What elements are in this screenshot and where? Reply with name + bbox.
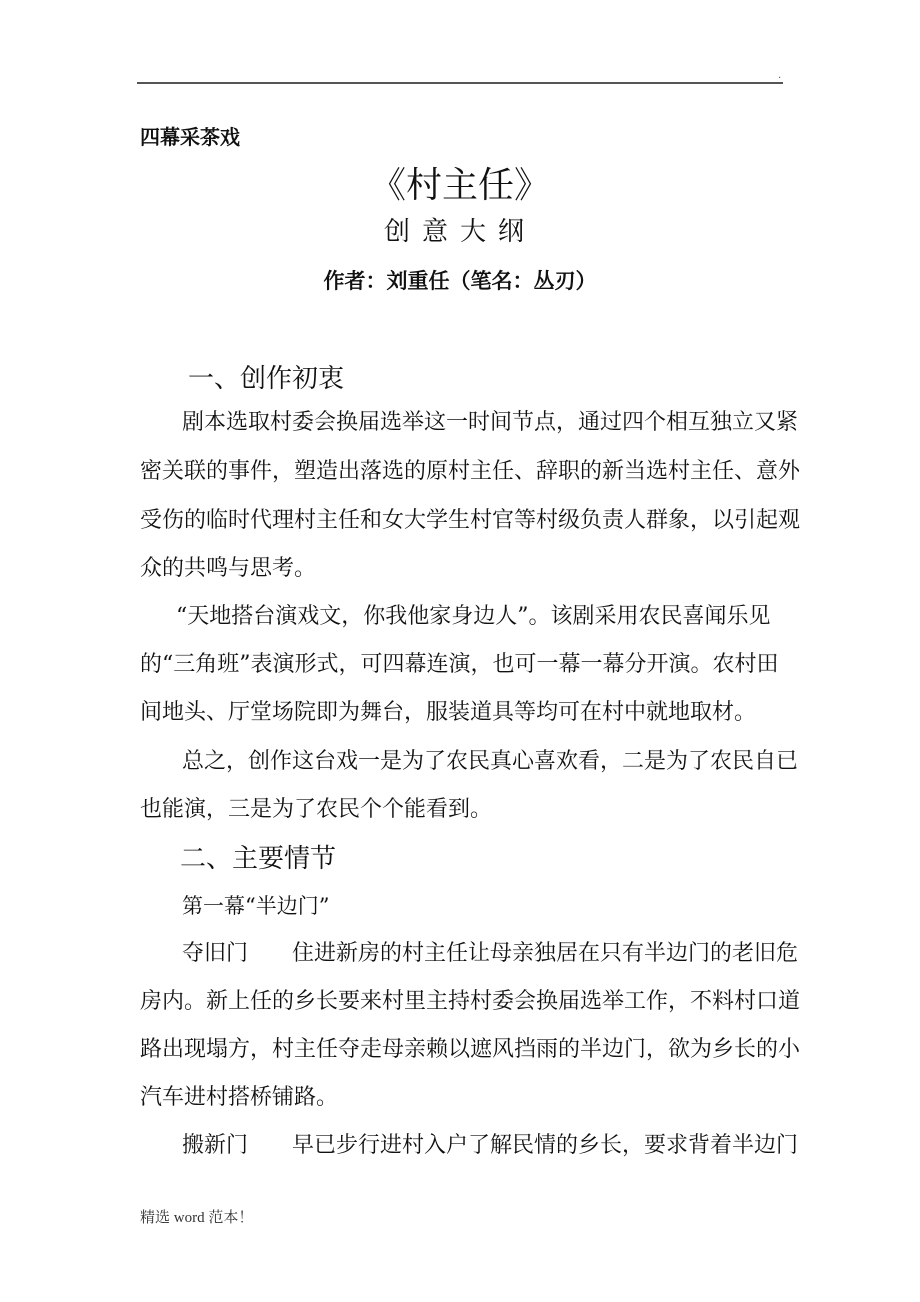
- section-heading-1: 一、创作初衷: [188, 364, 345, 394]
- subtitle: 创意大纲: [383, 217, 536, 247]
- header-rule: [137, 82, 783, 84]
- paragraph-line: 搬新门 早已步行进村入户了解民情的乡长，要求背着半边门: [182, 1133, 799, 1158]
- paragraph-line: 房内。新上任的乡长要来村里主持村委会换届选举工作，不料村口道: [140, 989, 801, 1014]
- paragraph-line: 总之，创作这台戏一是为了农民真心喜欢看，二是为了农民自已: [182, 749, 799, 774]
- header-mark: .: [778, 70, 782, 81]
- paragraph-line: 夺旧门 住进新房的村主任让母亲独居在只有半边门的老旧危: [182, 941, 799, 966]
- paragraph-line: 也能演，三是为了农民个个能看到。: [140, 797, 493, 822]
- paragraph-line: 密关联的事件，塑造出落选的原村主任、辞职的新当选村主任、意外: [140, 459, 801, 484]
- act-title: 第一幕“半边门”: [182, 894, 330, 918]
- paragraph-line: 众的共鸣与思考。: [140, 556, 317, 581]
- paragraph-line: 间地头、厅堂场院即为舞台，服装道具等均可在村中就地取材。: [140, 700, 757, 725]
- page-footer: 精选 word 范本！: [140, 1210, 254, 1226]
- page-title: 《村主任》: [369, 165, 550, 206]
- paragraph-line: 剧本选取村委会换届选举这一时间节点，通过四个相互独立又紧: [182, 410, 799, 435]
- paragraph-line: 路出现塌方，村主任夺走母亲赖以遮风挡雨的半边门，欲为乡长的小: [140, 1037, 801, 1062]
- paragraph-line: 受伤的临时代理村主任和女大学生村官等村级负责人群象，以引起观: [140, 508, 801, 533]
- kicker: 四幕采茶戏: [140, 125, 240, 149]
- paragraph-line: 的“三角班”表演形式，可四幕连演，也可一幕一幕分开演。农村田: [140, 652, 779, 677]
- paragraph-line: 汽车进村搭桥铺路。: [140, 1085, 339, 1110]
- section-heading-2: 二、主要情节: [180, 844, 337, 874]
- paragraph-line: “天地搭台演戏文，你我他家身边人”。该剧采用农民喜闻乐见: [176, 604, 771, 629]
- author-line: 作者：刘重任（笔名：丛刃）: [323, 268, 597, 293]
